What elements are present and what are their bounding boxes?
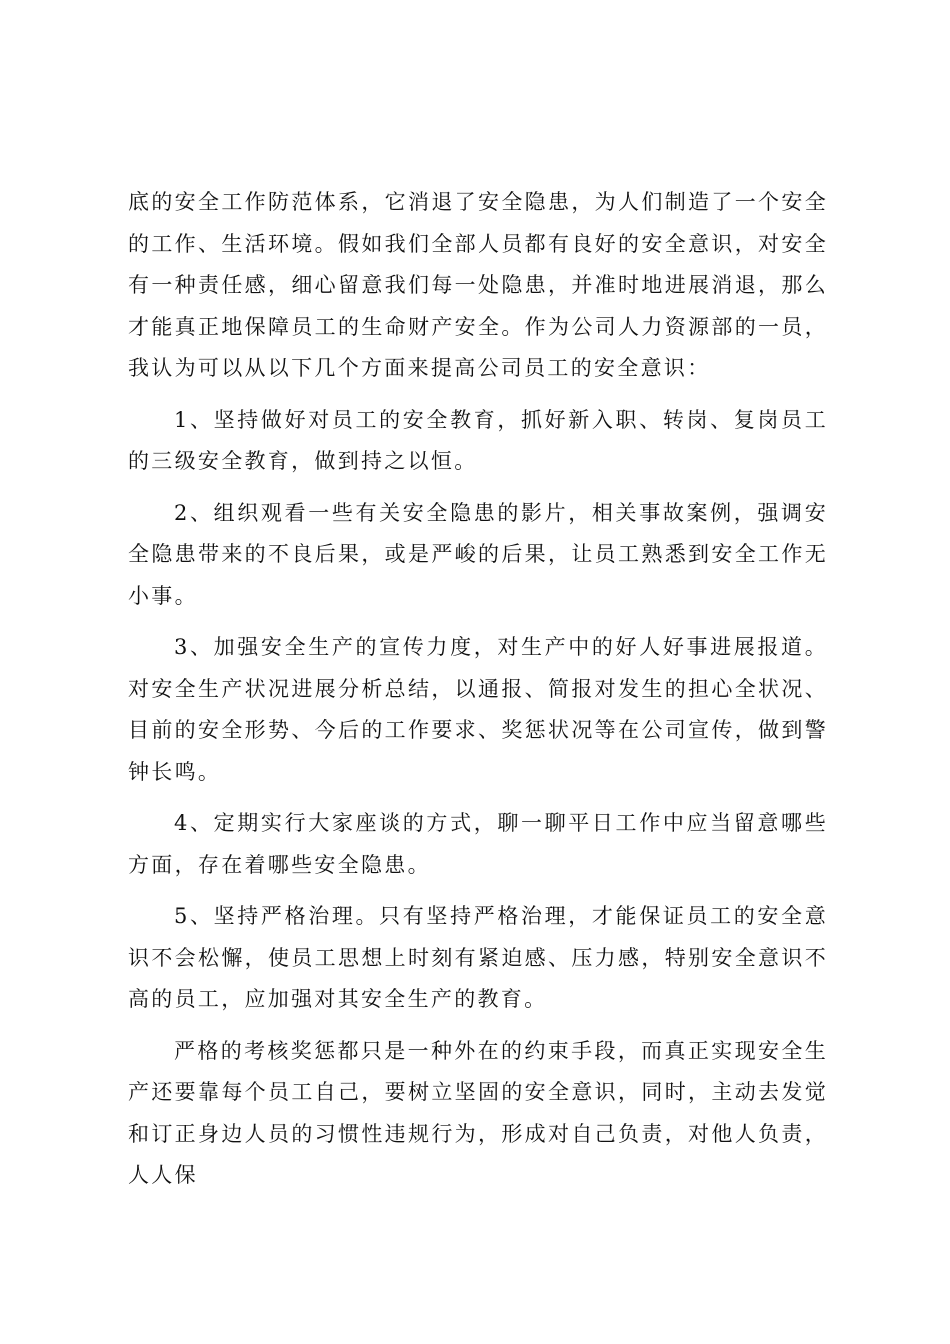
paragraph-conclusion: 严格的考核奖惩都只是一种外在的约束手段，而真正实现安全生产还要靠每个员工自己，要树立坚固的安全意识，同时，主动去发觉和订正身边人员的习惯性违规行为，形成对自己负责，对他人负责，人人保	[128, 1038, 828, 1187]
paragraph-continuation: 底的安全工作防范体系，它消退了安全隐患，为人们制造了一个安全的工作、生活环境。假如我们全部人员都有良好的安全意识，对安全有一种责任感，细心留意我们每一处隐患，并准时地进展消退，那么才能真正地保障员工的生命财产安全。作为公司人力资源部的一员，我认为可以从以下几个方面来提高公司员工的安全意识：	[128, 190, 828, 380]
document-body	[128, 182, 828, 1207]
paragraph-item-3: 3、加强安全生产的宣传力度，对生产中的好人好事进展报道。对安全生产状况进展分析总结，以通报、简报对发生的担心全状况、目前的安全形势、今后的工作要求、奖惩状况等在公司宣传，做到警钟长鸣。	[128, 635, 828, 784]
paragraph-item-2: 2、组织观看一些有关安全隐患的影片，相关事故案例，强调安全隐患带来的不良后果，或是严峻的后果，让员工熟悉到安全工作无小事。	[128, 500, 828, 608]
paragraph-item-1: 1、坚持做好对员工的安全教育，抓好新入职、转岗、复岗员工的三级安全教育，做到持之以恒。	[128, 407, 828, 473]
paragraph-item-5: 5、坚持严格治理。只有坚持严格治理，才能保证员工的安全意识不会松懈，使员工思想上时刻有紧迫感、压力感，特别安全意识不高的员工，应加强对其安全生产的教育。	[128, 904, 828, 1011]
paragraph-item-4: 4、定期实行大家座谈的方式，聊一聊平日工作中应当留意哪些方面，存在着哪些安全隐患。	[128, 811, 828, 877]
